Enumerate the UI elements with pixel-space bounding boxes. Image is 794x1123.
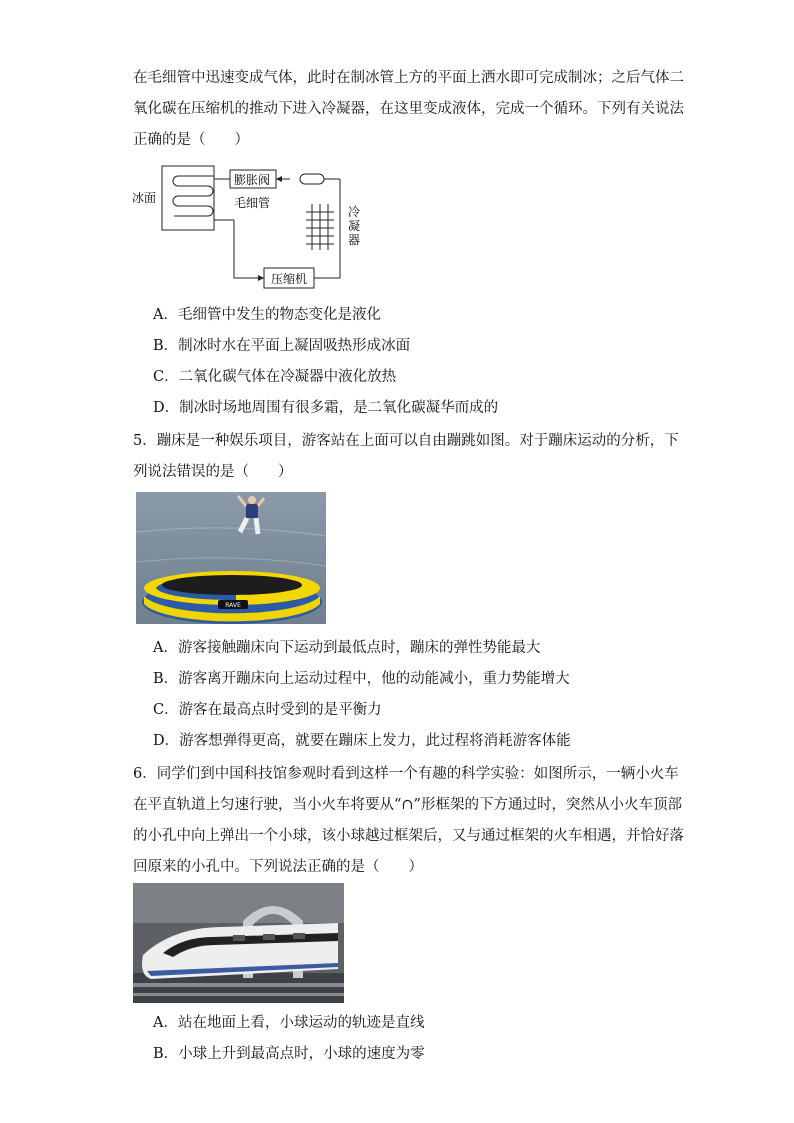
q4-option-b: B．制冰时水在平面上凝固吸热形成冰面 [153, 338, 411, 354]
condenser-label-1: 冷 [348, 205, 361, 219]
valve-label: 膨胀阀 [234, 173, 271, 187]
rave-logo: RAVE [225, 602, 241, 609]
refrigeration-diagram [130, 160, 370, 290]
capillary-coil [173, 176, 214, 216]
trampoline-ring [142, 571, 322, 624]
intro-line-2: 氧化碳在压缩机的推动下进入冷凝器，在这里变成液体，完成一个循环。下列有关说法 [133, 101, 684, 117]
q5-option-d: D．游客想弹得更高，就要在蹦床上发力，此过程将消耗游客体能 [153, 733, 571, 749]
capillary-label: 毛细管 [234, 196, 271, 210]
condenser-label-2: 凝 [348, 219, 361, 233]
q4-option-c: C．二氧化碳气体在冷凝器中液化放热 [153, 369, 397, 385]
q5-option-a: A．游客接触蹦床向下运动到最低点时，蹦床的弹性势能最大 [153, 640, 541, 656]
intro-line-1: 在毛细管中迅速变成气体，此时在制冰管上方的平面上洒水即可完成制冰；之后气体二 [133, 70, 684, 86]
compressor-label: 压缩机 [271, 272, 308, 286]
q5-option-c: C．游客在最高点时受到的是平衡力 [153, 702, 382, 718]
q6-stem-line-4: 回原来的小孔中。下列说法正确的是（ ） [133, 859, 423, 875]
q6-option-a: A．站在地面上看，小球运动的轨迹是直线 [153, 1015, 425, 1031]
q5-option-b: B．游客离开蹦床向上运动过程中，他的动能减小，重力势能增大 [153, 671, 570, 687]
arrow-to-compressor [258, 275, 264, 281]
filter-capsule [300, 174, 324, 184]
q5-stem-line-2: 列说法错误的是（ ） [133, 464, 293, 480]
q4-option-a: A．毛细管中发生的物态变化是液化 [153, 307, 381, 323]
condenser-label-3: 器 [348, 233, 361, 247]
q5-stem-line-1: 5．蹦床是一种娱乐项目，游客站在上面可以自由蹦跳如图。对于蹦床运动的分析，下 [133, 433, 679, 449]
train-photo [133, 883, 344, 1003]
trampoline-photo [136, 492, 326, 624]
q6-stem-line-2: 在平直轨道上匀速行驶，当小火车将要从“∩”形框架的下方通过时，突然从小火车顶部 [133, 797, 682, 813]
q6-stem-line-3: 的小孔中向上弹出一个小球，该小球越过框架后，又与通过框架的火车相遇，并恰好落 [133, 828, 684, 844]
intro-line-3: 正确的是（ ） [133, 132, 249, 148]
ice-surface-label: 冰面 [132, 191, 157, 205]
q6-stem-line-1: 6．同学们到中国科技馆参观时看到这样一个有趣的科学实验：如图所示，一辆小火车 [133, 766, 679, 782]
arrow-to-valve [276, 176, 282, 182]
q6-option-b: B．小球上升到最高点时，小球的速度为零 [153, 1046, 425, 1062]
q4-option-d: D．制冰时场地周围有很多霜，是二氧化碳凝华而成的 [153, 400, 499, 416]
